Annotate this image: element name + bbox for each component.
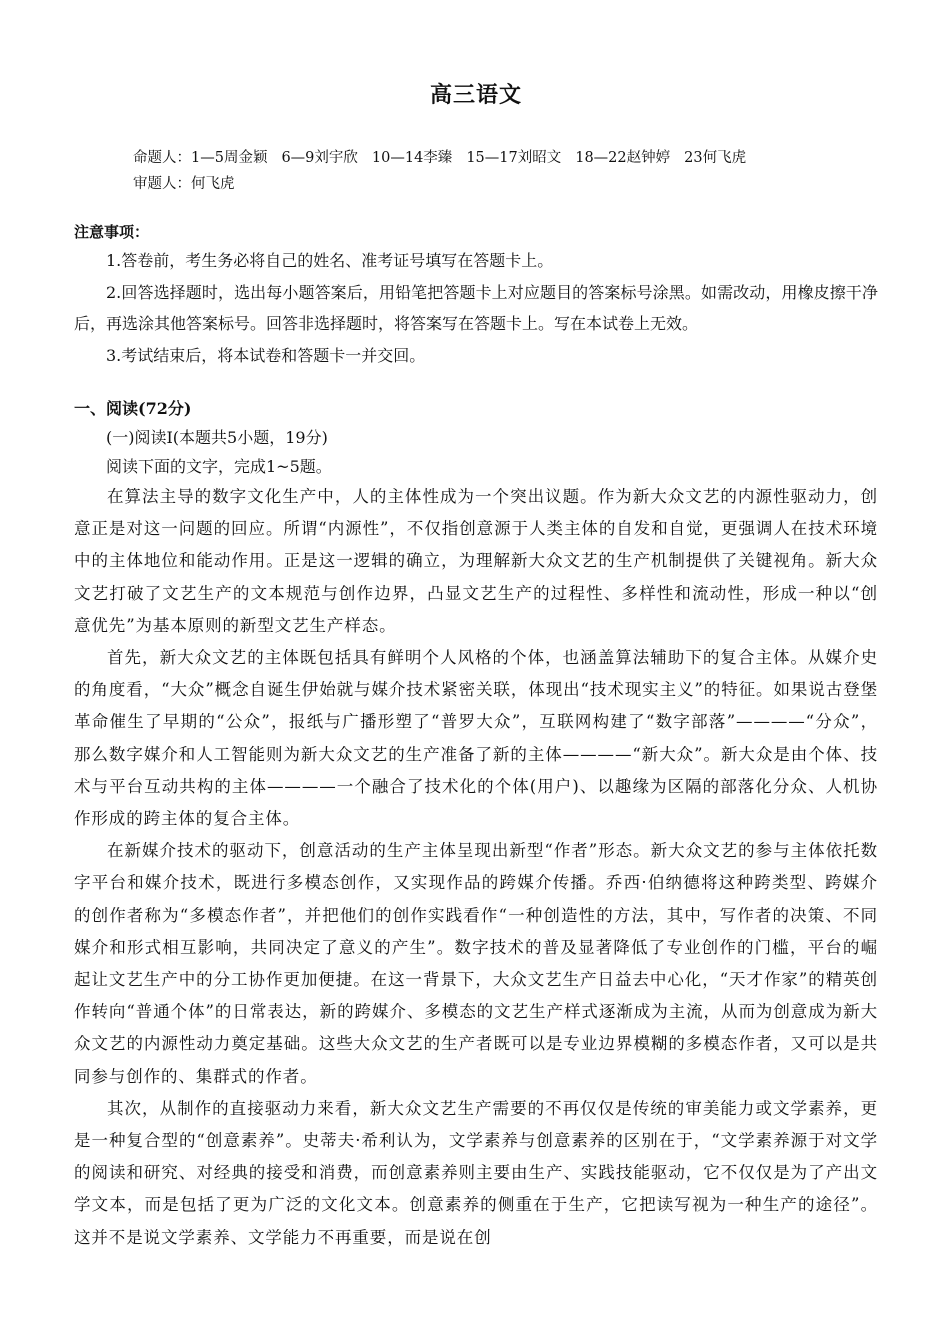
passage-paragraph: 其次，从制作的直接驱动力来看，新大众文艺生产需要的不再仅仅是传统的审美能力或文学素养，更是一种复合型的“创意素养”。史蒂夫·希利认为，文学素养与创意素养的区别在于，“文学素养源于对文学的阅读和研究、对经典的接受和消费，而创意素养则主要由生产、实践技能驱动，它不仅仅是为了产出文学文本，而是包括了更为广泛的文化文本。创意素养的侧重在于生产，它把读写视为一种生产的途径”。这并不是说文学素养、文学能力不再重要，而是说在创 <box>74 1098 878 1247</box>
author-entry: 6—9刘宇欣 <box>281 150 358 166</box>
page-title: 高三语文 <box>429 82 522 108</box>
notes-heading: 注意事项： <box>74 223 150 241</box>
author-entry: 1—5周金颖 <box>191 150 268 166</box>
reviewer-line: 审题人：何飞虎 <box>133 176 235 192</box>
authorship-block <box>74 145 878 197</box>
note-item: 1.答卷前，考生务必将自己的姓名、准考证号填写在答题卡上。 <box>106 251 554 270</box>
author-entry: 15—17刘昭文 <box>466 150 562 166</box>
passage-paragraph: 在新媒介技术的驱动下，创意活动的生产主体呈现出新型“作者”形态。新大众文艺的参与主体依托数字平台和媒介技术，既进行多模态创作，又实现作品的跨媒介传播。乔西·伯纳德将这种跨类型、跨媒介的创作者称为“多模态作者”，并把他们的创作实践看作“一种创造性的方法，其中，写作者的决策、不同媒介和形式相互影响，共同决定了意义的产生”。数字技术的普及显著降低了专业创作的门槛，平台的崛起让文艺生产中的分工协作更加便捷。在这一背景下，大众文艺生产日益去中心化，“天才作家”的精英创作转向“普通个体”的日常表达，新的跨媒介、多模态的文艺生产样式逐渐成为主流，从而为创意成为新大众文艺的内源性动力奠定基础。这些大众文艺的生产者既可以是专业边界模糊的多模态作者，又可以是共同参与创作的、集群式的作者。 <box>74 841 878 1086</box>
author-entry: 23何飞虎 <box>684 150 747 166</box>
subsection-heading: (一)阅读Ⅰ(本题共5小题，19分) <box>106 428 328 447</box>
section-heading: 一、阅读(72分) <box>74 399 192 418</box>
author-entry: 18—22赵钟婷 <box>575 150 671 166</box>
author-entry: 10—14李臻 <box>371 150 453 166</box>
passage-paragraph: 在算法主导的数字文化生产中，人的主体性成为一个突出议题。作为新大众文艺的内源性驱动力，创意正是对这一问题的回应。所谓“内源性”，不仅指创意源于人类主体的自发和自觉，更强调人在技术环境中的主体地位和能动作用。正是这一逻辑的确立，为理解新大众文艺的生产机制提供了关键视角。新大众文艺打破了文艺生产的文本规范与创作边界，凸显文艺生产的过程性、多样性和流动性，形成一种以“创意优先”为基本原则的新型文艺生产样态。 <box>74 487 878 635</box>
authors-line <box>133 145 878 171</box>
passage-paragraph: 首先，新大众文艺的主体既包括具有鲜明个人风格的个体，也涵盖算法辅助下的复合主体。从媒介史的角度看，“大众”概念自诞生伊始就与媒介技术紧密关联，体现出“技术现实主义”的特征。如果说古登堡革命催生了早期的“公众”，报纸与广播形塑了“普罗大众”，互联网构建了“数字部落”————“分众”，那么数字媒介和人工智能则为新大众文艺的生产准备了新的主体————“新大众”。新大众是由个体、技术与平台互动共构的主体————一个融合了技术化的个体(用户)、以趣缘为区隔的部落化分众、人机协作形成的跨主体的复合主体。 <box>74 648 878 829</box>
note-item: 3.考试结束后，将本试卷和答题卡一并交回。 <box>106 345 426 365</box>
note-item: 2.回答选择题时，选出每小题答案后，用铅笔把答题卡上对应题目的答案标号涂黑。如需改动，用橡皮擦干净后，再选涂其他答案标号。回答非选择题时，将答案写在答题卡上。写在本试卷上无效。 <box>74 282 878 333</box>
authors-label: 命题人： <box>133 150 191 166</box>
reading-instruction: 阅读下面的文字，完成1~5题。 <box>106 457 332 476</box>
